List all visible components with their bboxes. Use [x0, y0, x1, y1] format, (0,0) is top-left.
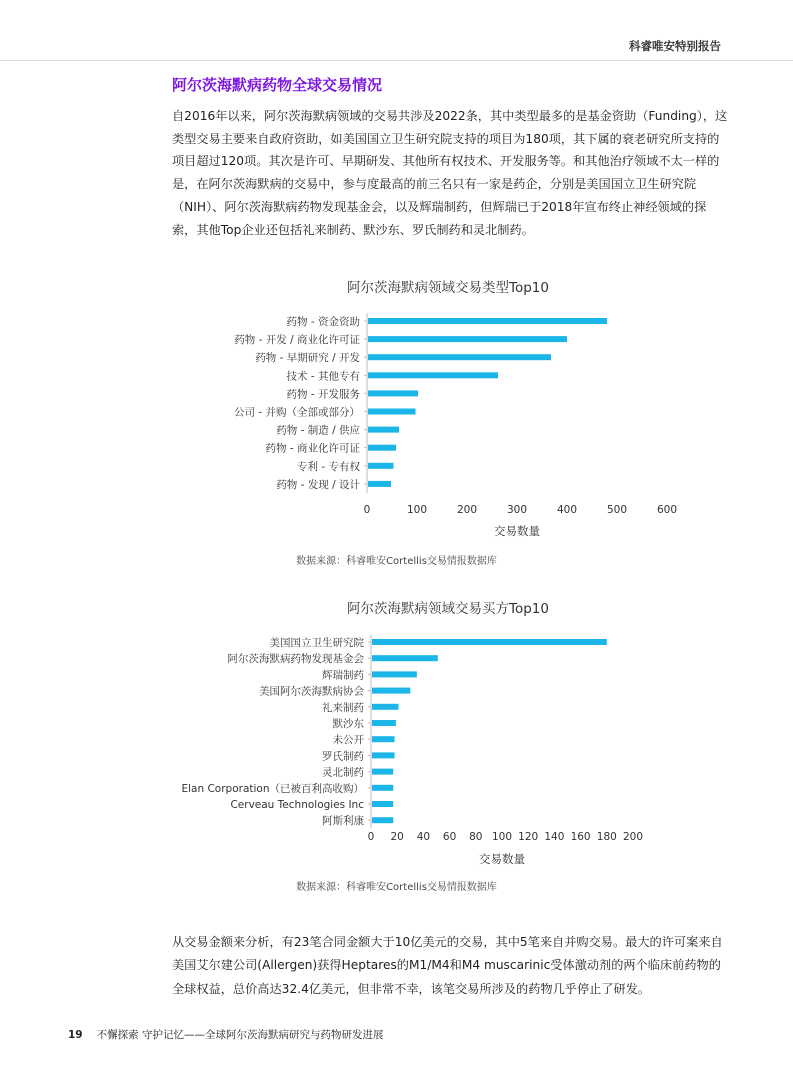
x-tick-label: 500 [606, 504, 628, 516]
data-bar [368, 318, 607, 324]
x-tick-label: 80 [469, 831, 483, 843]
data-bar [368, 463, 394, 469]
category-label: 阿尔茨海默病药物发现基金会 [227, 653, 364, 666]
chart-source-note: 数据来源：科睿唯安Cortellis交易情报数据库 [296, 882, 497, 893]
data-bar [372, 817, 393, 823]
chart-title: 阿尔茨海默病领域交易买方Top10 [347, 601, 549, 617]
category-label: 药物 - 开发服务 [286, 388, 360, 401]
data-bar [372, 785, 393, 791]
page-number: 19 [68, 1029, 83, 1041]
category-label: 礼来制药 [322, 701, 364, 714]
x-tick-label: 400 [556, 504, 578, 516]
x-tick-label: 0 [367, 831, 375, 843]
data-bar [368, 481, 391, 487]
x-tick-label: 100 [491, 831, 513, 843]
x-tick-label: 600 [656, 504, 678, 516]
closing-paragraph: 从交易金额来分析，有23笔合同金额大于10亿美元的交易，其中5笔来自并购交易。最大的许可案来自美国艾尔建公司(Allergen)获得Heptares的M1/M4和M4 muscarinic受体激动剂的两个临床前药物的全球权益，总价高达32.4亿美元，但非常不幸，该笔交易所涉及的药物几乎停止了研发。 [172, 935, 723, 996]
category-label: 药物 - 早期研究 / 开发 [255, 352, 360, 365]
x-tick-label: 200 [622, 831, 644, 843]
category-label: 技术 - 其他专有 [286, 370, 360, 383]
x-axis-title: 交易数量 [494, 524, 540, 538]
deal-type-chart [0, 272, 793, 547]
deal-buyer-chart-svg [0, 592, 793, 872]
chart-source-note: 数据来源：科睿唯安Cortellis交易情报数据库 [296, 556, 497, 567]
category-label: 未公开 [332, 734, 364, 747]
deal-buyer-chart [0, 592, 793, 872]
data-bar [368, 427, 399, 433]
page-footer [68, 1027, 383, 1042]
x-tick-label: 0 [363, 504, 371, 516]
x-tick-label: 160 [570, 831, 591, 843]
data-bar [372, 688, 410, 694]
category-label: 药物 - 开发 / 商业化许可证 [234, 334, 360, 347]
category-label: 专利 - 专有权 [297, 460, 360, 473]
category-label: 公司 - 并购（全部或部分） [234, 406, 360, 419]
x-tick-label: 120 [518, 831, 539, 843]
x-tick-label: 300 [506, 504, 528, 516]
data-bar [372, 655, 438, 661]
data-bar [372, 639, 607, 645]
data-bar [372, 736, 395, 742]
data-bar [372, 704, 399, 710]
category-label: 灵北制药 [322, 766, 364, 779]
x-tick-label: 40 [416, 831, 431, 843]
x-tick-label: 140 [544, 831, 565, 843]
x-tick-label: 60 [442, 831, 457, 843]
data-bar [368, 390, 418, 396]
category-label: 药物 - 制造 / 供应 [276, 424, 360, 437]
x-tick-label: 180 [596, 831, 617, 843]
x-tick-label: 100 [406, 504, 428, 516]
data-bar [372, 720, 396, 726]
data-bar [372, 752, 395, 758]
category-label: 药物 - 资金资助 [286, 316, 360, 328]
data-bar [372, 769, 393, 775]
category-label: 美国阿尔茨海默病协会 [259, 685, 364, 698]
x-tick-label: 20 [390, 831, 404, 843]
category-label: 药物 - 发现 / 设计 [276, 478, 360, 491]
category-label: 默沙东 [332, 718, 364, 730]
intro-paragraph: 自2016年以来，阿尔茨海默病领域的交易共涉及2022条，其中类型最多的是基金资助（Funding），这类型交易主要来自政府资助，如美国国立卫生研究院支持的项目为180项，其下属的衰老研究所支持的项目超过120项。其次是许可、早期研发、其他所有权技术、开发服务等。和其他治疗领域不太一样的是，在阿尔茨海默病的交易中，参与度最高的前三名只有一家是药企，分别是美国国立卫生研究院（NIH）、阿尔茨海默病药物发现基金会，以及辉瑞制药，但辉瑞已于2018年宣布终止神经领域的探索，其他Top企业还包括礼来制药、默沙东、罗氏制药和灵北制药。 [172, 109, 728, 237]
deal-type-chart-svg [0, 272, 793, 547]
data-bar [372, 801, 393, 807]
data-bar [372, 671, 417, 677]
data-bar [368, 354, 551, 360]
category-label: Cerveau Technologies Inc [230, 799, 364, 811]
header-divider [0, 60, 793, 61]
category-label: 罗氏制药 [322, 750, 364, 763]
data-bar [368, 409, 416, 415]
data-bar [368, 336, 567, 342]
category-label: Elan Corporation（已被百利高收购） [181, 782, 364, 795]
chart-title: 阿尔茨海默病领域交易类型Top10 [347, 280, 549, 296]
data-bar [368, 372, 498, 378]
category-label: 辉瑞制药 [322, 669, 364, 682]
category-label: 阿斯利康 [322, 815, 364, 828]
section-title: 阿尔茨海默病药物全球交易情况 [172, 76, 383, 94]
x-tick-label: 200 [456, 504, 478, 516]
data-bar [368, 445, 396, 451]
category-label: 药物 - 商业化许可证 [265, 442, 360, 455]
footer-title: 不懈探索 守护记忆——全球阿尔茨海默病研究与药物研发进展 [96, 1029, 384, 1041]
report-brand-header: 科睿唯安特别报告 [629, 39, 721, 53]
category-label: 美国国立卫生研究院 [269, 637, 364, 649]
x-axis-title: 交易数量 [479, 852, 525, 866]
